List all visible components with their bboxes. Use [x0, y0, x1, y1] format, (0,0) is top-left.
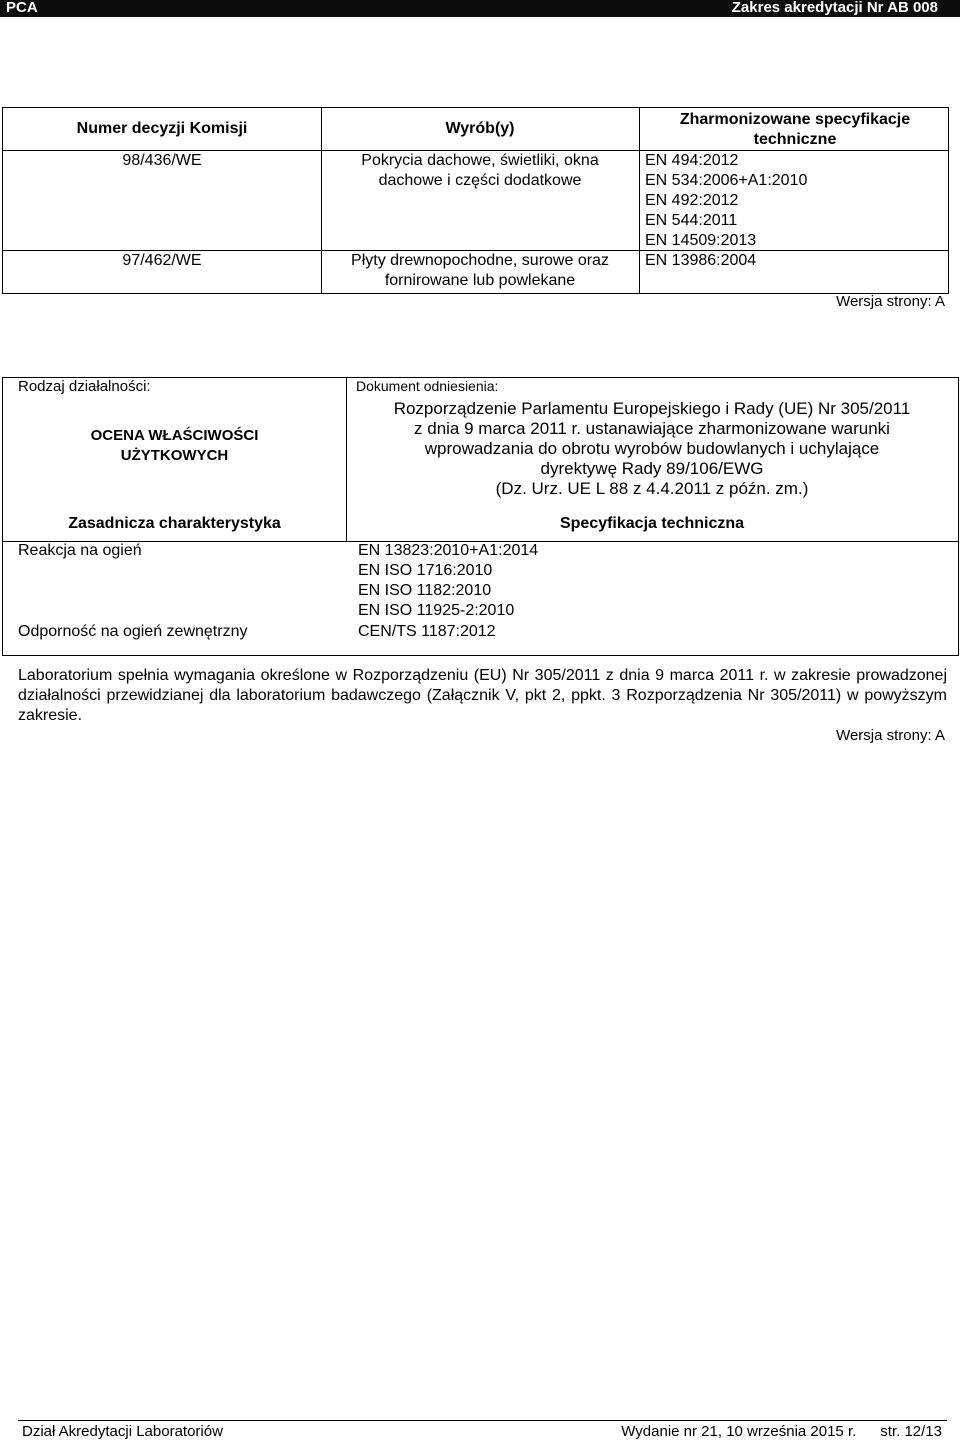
spec-list — [358, 541, 538, 621]
spec-list — [645, 151, 807, 251]
spec-item: EN ISO 1182:2010 — [358, 582, 492, 599]
reference-label: Dokument odniesienia: — [356, 378, 499, 394]
spec-item: EN ISO 1716:2010 — [358, 562, 493, 579]
compliance-paragraph: Laboratorium spełnia wymagania określone w Rozporządzeniu (EU) Nr 305/2011 z dnia 9 marca 2011 r. w zakresie prowadzonej działalności przewidzianej dla laboratorium badawczego (Załącznik V, pkt 2, ppkt. 3 Rozporządzenia Nr 305/2011) w powyższym zakresie. — [18, 667, 947, 724]
spec-item: EN ISO 11925-2:2010 — [358, 602, 515, 619]
page-version: Wersja strony: A — [836, 293, 945, 310]
product-name: Płyty drewnopochodne, surowe oraz fornirowane lub powlekane — [351, 252, 609, 289]
spec-item: EN 14509:2013 — [645, 232, 757, 249]
characteristic-name: Odporność na ogień zewnętrzny — [18, 623, 248, 640]
col-header-product: Wyrób(y) — [445, 120, 515, 137]
header-title: Zakres akredytacji Nr AB 008 — [731, 0, 938, 16]
page-header-bar — [0, 0, 960, 17]
activity-value: OCENA WŁAŚCIWOŚCI UŻYTKOWYCH — [90, 427, 259, 464]
spec-list — [645, 251, 756, 271]
header-org: PCA — [6, 0, 38, 16]
activity-label: Rodzaj działalności: — [18, 378, 151, 395]
spec-item: EN 492:2012 — [645, 192, 739, 209]
col-header-characteristic: Zasadnicza charakterystyka — [68, 515, 281, 532]
col-header-specification: Specyfikacja techniczna — [559, 515, 745, 532]
activity-table — [2, 377, 959, 656]
decision-number: 97/462/WE — [122, 252, 202, 269]
characteristic-name: Reakcja na ogień — [18, 542, 142, 559]
spec-item: EN 494:2012 — [645, 152, 739, 169]
spec-item: EN 534:2006+A1:2010 — [645, 172, 808, 189]
col-header-decision: Numer decyzji Komisji — [76, 120, 248, 137]
footer-department: Dział Akredytacji Laboratoriów — [22, 1423, 223, 1440]
footer-edition-info — [597, 1423, 942, 1440]
reference-text: Rozporządzenie Parlamentu Europejskiego i Rady (UE) Nr 305/2011 z dnia 9 marca 2011 r. ustanawiające zharmonizowane warunki wprowadzania do obrotu wyrobów budowlanych i uchylające dyrektywę Rady 89/106/EWG (Dz. Urz. UE L 88 z 4.4.2011 z późn. zm.) — [393, 399, 911, 498]
page-version: Wersja strony: A — [836, 727, 945, 744]
footer-page: str. 12/13 — [880, 1423, 942, 1440]
product-name: Pokrycia dachowe, świetliki, okna dachowe i części dodatkowe — [361, 152, 599, 189]
decision-number: 98/436/WE — [122, 152, 202, 169]
spec-item: CEN/TS 1187:2012 — [358, 623, 496, 640]
spec-item: EN 13986:2004 — [645, 252, 757, 269]
col-header-specs: Zharmonizowane specyfikacje techniczne — [679, 111, 911, 148]
footer-edition: Wydanie nr 21, 10 września 2015 r. — [621, 1423, 857, 1440]
spec-list — [358, 622, 496, 642]
footer-divider — [18, 1420, 947, 1421]
spec-item: EN 13823:2010+A1:2014 — [358, 542, 539, 559]
spec-item: EN 544:2011 — [645, 212, 738, 229]
decisions-table — [2, 107, 949, 294]
